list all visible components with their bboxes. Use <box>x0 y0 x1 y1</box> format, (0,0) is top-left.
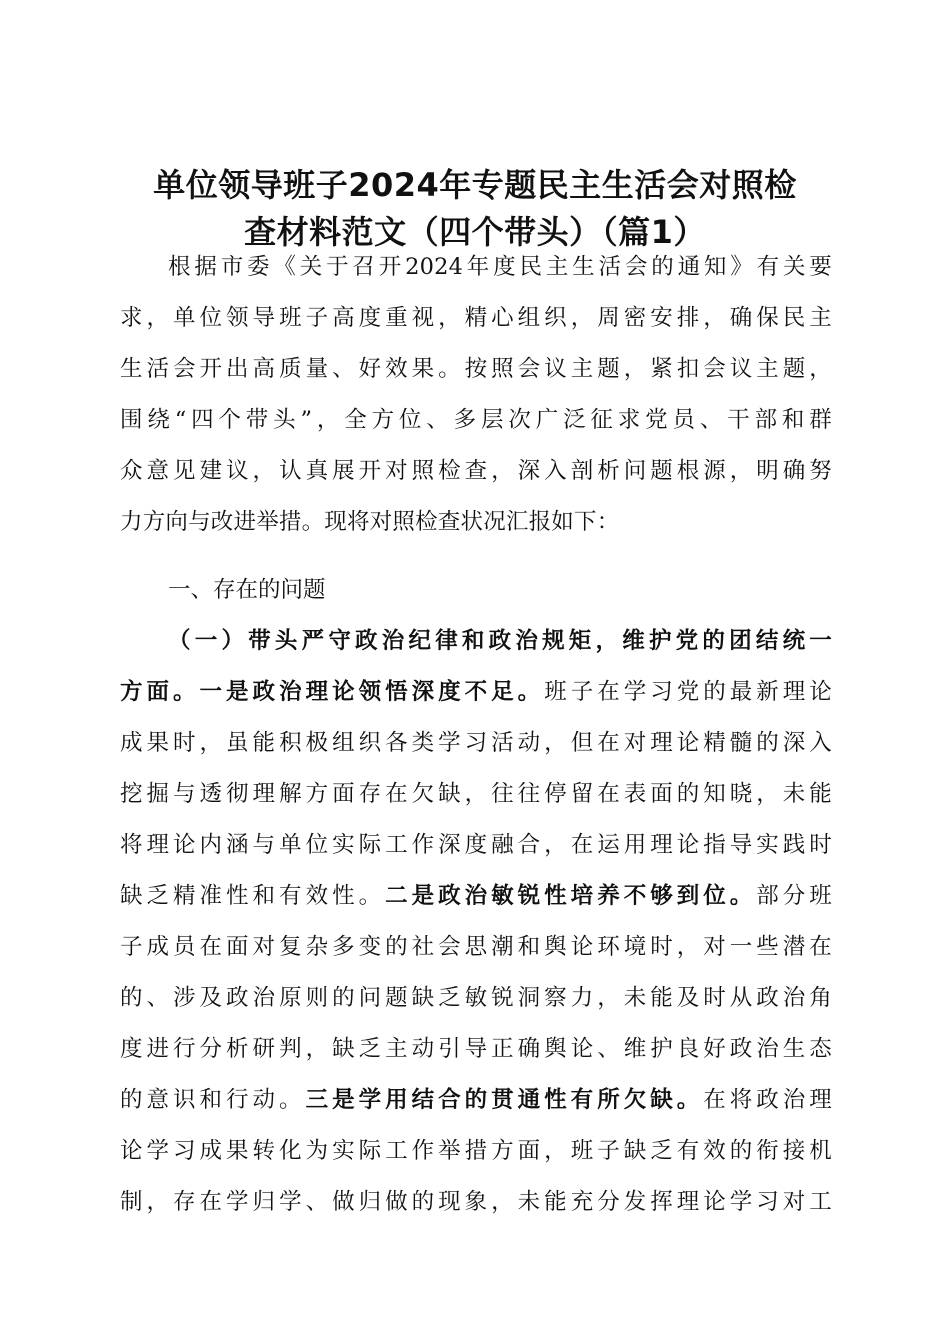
subsection-heading: （一）带头严守政治纪律和政治规矩，维护党的团结统一 <box>168 628 832 654</box>
document-title-line-2: 查材料范文（四个带头）（篇1） <box>244 213 706 251</box>
body-line <box>120 881 832 911</box>
body-line: 的、涉及政治原则的问题缺乏敏锐洞察力，未能及时从政治角 <box>120 985 832 1011</box>
intro-line: 力方向与改进举措。现将对照检查状况汇报如下： <box>120 509 620 535</box>
document-title-line-1: 单位领导班子2024年专题民主生活会对照检 <box>153 166 797 204</box>
body-line: 制，存在学归学、做归做的现象，未能充分发挥理论学习对工 <box>120 1189 832 1215</box>
body-text: 部分班 <box>756 883 832 909</box>
intro-line: 求，单位领导班子高度重视，精心组织，周密安排，确保民主 <box>120 305 832 331</box>
bold-point-2: 二是政治敏锐性培养不够到位。 <box>385 883 757 909</box>
body-line: 子成员在面对复杂多变的社会思潮和舆论环境时，对一些潜在 <box>120 934 832 960</box>
body-line: 挖掘与透彻理解方面存在欠缺，往往停留在表面的知晓，未能 <box>120 781 832 807</box>
body-line <box>120 1085 832 1115</box>
intro-line: 众意见建议，认真展开对照检查，深入剖析问题根源，明确努 <box>120 458 832 484</box>
bold-point-1: 方面。一是政治理论领悟深度不足。 <box>120 679 545 705</box>
body-text: 班子在学习党的最新理论 <box>544 679 833 705</box>
body-line: 成果时，虽能积极组织各类学习活动，但在对理论精髓的深入 <box>120 730 832 756</box>
body-text: 在将政治理 <box>703 1087 832 1113</box>
intro-line: 生活会开出高质量、好效果。按照会议主题，紧扣会议主题， <box>120 356 832 382</box>
body-line: 度进行分析研判，缺乏主动引导正确舆论、维护良好政治生态 <box>120 1036 832 1062</box>
intro-line: 根据市委《关于召开2024年度民主生活会的通知》有关要 <box>168 254 832 280</box>
body-line: 将理论内涵与单位实际工作深度融合，在运用理论指导实践时 <box>120 832 832 858</box>
body-text: 的意识和行动。 <box>120 1087 306 1113</box>
intro-line: 围绕“四个带头”，全方位、多层次广泛征求党员、干部和群 <box>120 407 832 433</box>
body-line <box>120 677 832 707</box>
body-line: 论学习成果转化为实际工作举措方面，班子缺乏有效的衔接机 <box>120 1138 832 1164</box>
body-text: 缺乏精准性和有效性。 <box>120 883 386 909</box>
section-heading-problems: 一、存在的问题 <box>168 577 326 603</box>
body-line <box>168 626 832 656</box>
bold-point-3: 三是学用结合的贯通性有所欠缺。 <box>305 1087 704 1113</box>
